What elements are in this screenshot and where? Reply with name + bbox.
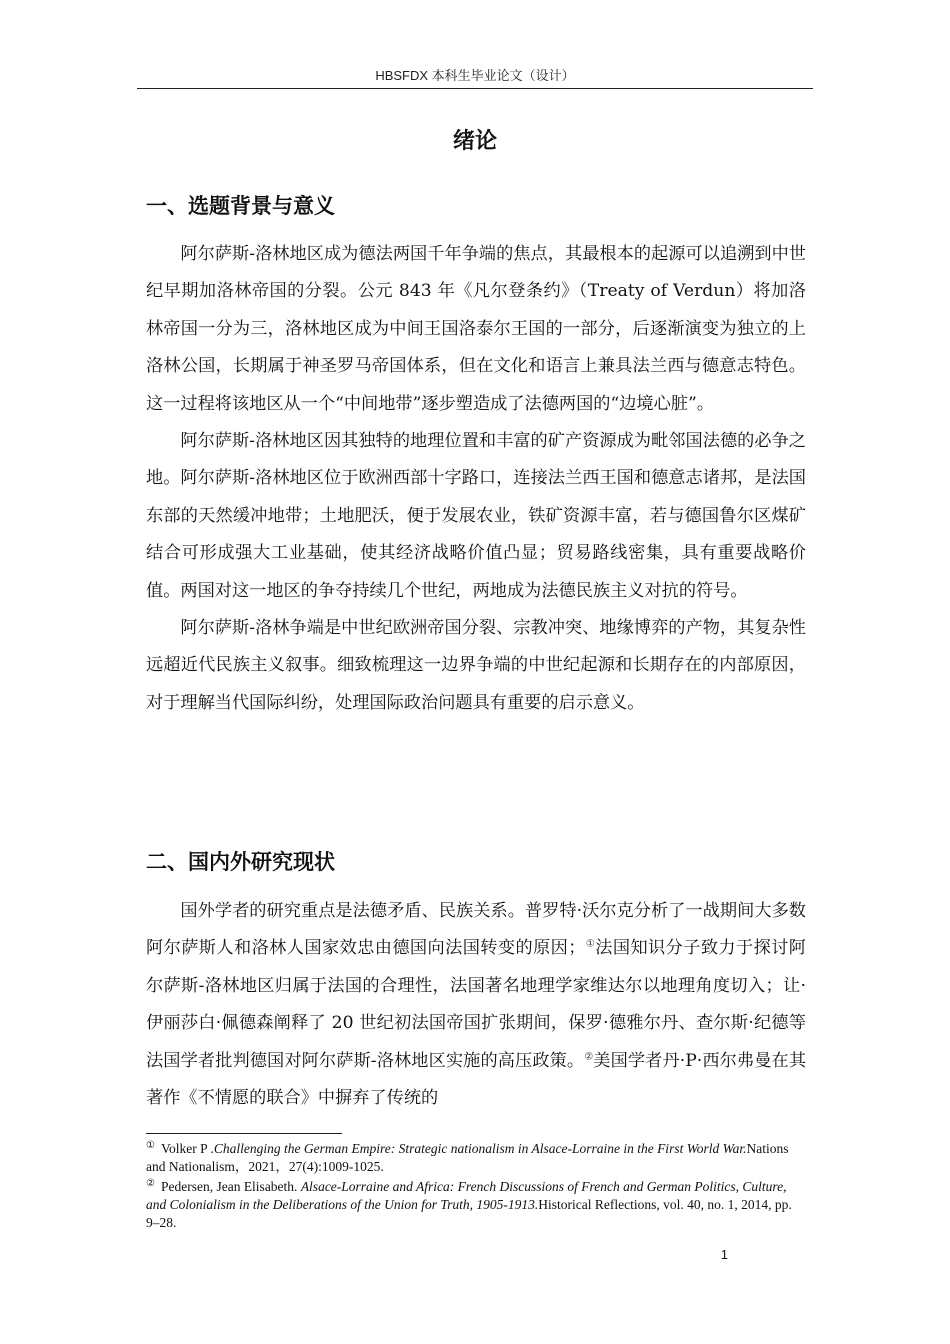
paragraph: [146, 893, 806, 1117]
paragraph-text: 法国知识分子致力于探讨阿尔萨斯-洛林地区归属于法国的合理性，法国著名地理学家维达尔以地理角度切入；让·伊丽莎白·佩德森阐释了 20 世纪初法国帝国扩张期间，保罗·德雅尔丹、查尔斯·纪德等法国学者批判德国对阿尔萨斯-洛林地区实施的高压政策。: [146, 938, 806, 1071]
page-header: HBSFDX 本科生毕业论文（设计）: [375, 68, 575, 83]
footnote-source: Historical Reflections, vol. 40, no. 1, 2014, pp. 9–28.: [146, 1197, 792, 1230]
paragraph: 阿尔萨斯-洛林争端是中世纪欧洲帝国分裂、宗教冲突、地缘博弈的产物，其复杂性远超近代民族主义叙事。细致梳理这一边界争端的中世纪起源和长期存在的内部原因，对于理解当代国际纠纷，处理国际政治问题具有重要的启示意义。: [146, 618, 806, 713]
footnote-title: Challenging the German Empire: Strategic nationalism in Alsace-Lorraine in the First World War.: [213, 1141, 747, 1156]
footnote-ref-2[interactable]: ②: [584, 1050, 594, 1062]
section-heading-research-status: 二、国内外研究现状: [146, 850, 335, 874]
chapter-title: 绪论: [452, 129, 497, 154]
footnote-mark: ①: [146, 1139, 155, 1151]
footnotes: [146, 1140, 806, 1234]
footnote-ref-1[interactable]: ①: [585, 938, 596, 950]
footnote-2: [146, 1178, 806, 1232]
paragraph: 阿尔萨斯-洛林地区成为德法两国千年争端的焦点，其最根本的起源可以追溯到中世纪早期加洛林帝国的分裂。公元 843 年《凡尔登条约》（Treaty of Verdun）将加洛林帝国一分为三，洛林地区成为中间王国洛泰尔王国的一部分，后逐渐演变为独立的上洛林公国，长期属于神圣罗马帝国体系，但在文化和语言上兼具法兰西与德意志特色。这一过程将该地区从一个“中间地带”逐步塑造成了法德两国的“边境心脏”。: [146, 244, 806, 414]
header-rule: [137, 88, 813, 89]
footnote-1: [146, 1140, 806, 1176]
paragraph: 阿尔萨斯-洛林地区因其独特的地理位置和丰富的矿产资源成为毗邻国法德的必争之地。阿尔萨斯-洛林地区位于欧洲西部十字路口，连接法兰西王国和德意志诸邦，是法国东部的天然缓冲地带；土地肥沃，便于发展农业，铁矿资源丰富，若与德国鲁尔区煤矿结合可形成强大工业基础，使其经济战略价值凸显；贸易路线密集，具有重要战略价值。两国对这一地区的争夺持续几个世纪，两地成为法德民族主义对抗的符号。: [146, 431, 806, 601]
footnote-title: Alsace-Lorraine and Africa: French Discussions of French and German Politics, Culture, and Colonialism in the Deliberations of the Union for Truth, 1905-1913.: [146, 1179, 787, 1212]
section-body-background: [146, 236, 806, 722]
paragraph-text: 国外学者的研究重点是法德矛盾、民族关系。普罗特·沃尔克分析了一战期间大多数阿尔萨斯人和洛林人国家效忠由德国向法国转变的原因；: [146, 901, 806, 959]
footnote-author: Pedersen, Jean Elisabeth.: [160, 1179, 298, 1194]
section-heading-background: 一、选题背景与意义: [146, 194, 335, 218]
footnote-mark: ②: [146, 1177, 155, 1189]
footnote-source: Nations and Nationalism，2021，27(4):1009-1025.: [146, 1141, 789, 1174]
footnote-rule: [146, 1133, 342, 1134]
page-number: 1: [720, 1247, 728, 1262]
paragraph-text: 美国学者丹·P·西尔弗曼在其著作《不情愿的联合》中摒弃了传统的: [146, 1050, 807, 1109]
footnote-author: Volker P .: [160, 1141, 214, 1156]
section-body-research-status: [146, 893, 806, 1117]
